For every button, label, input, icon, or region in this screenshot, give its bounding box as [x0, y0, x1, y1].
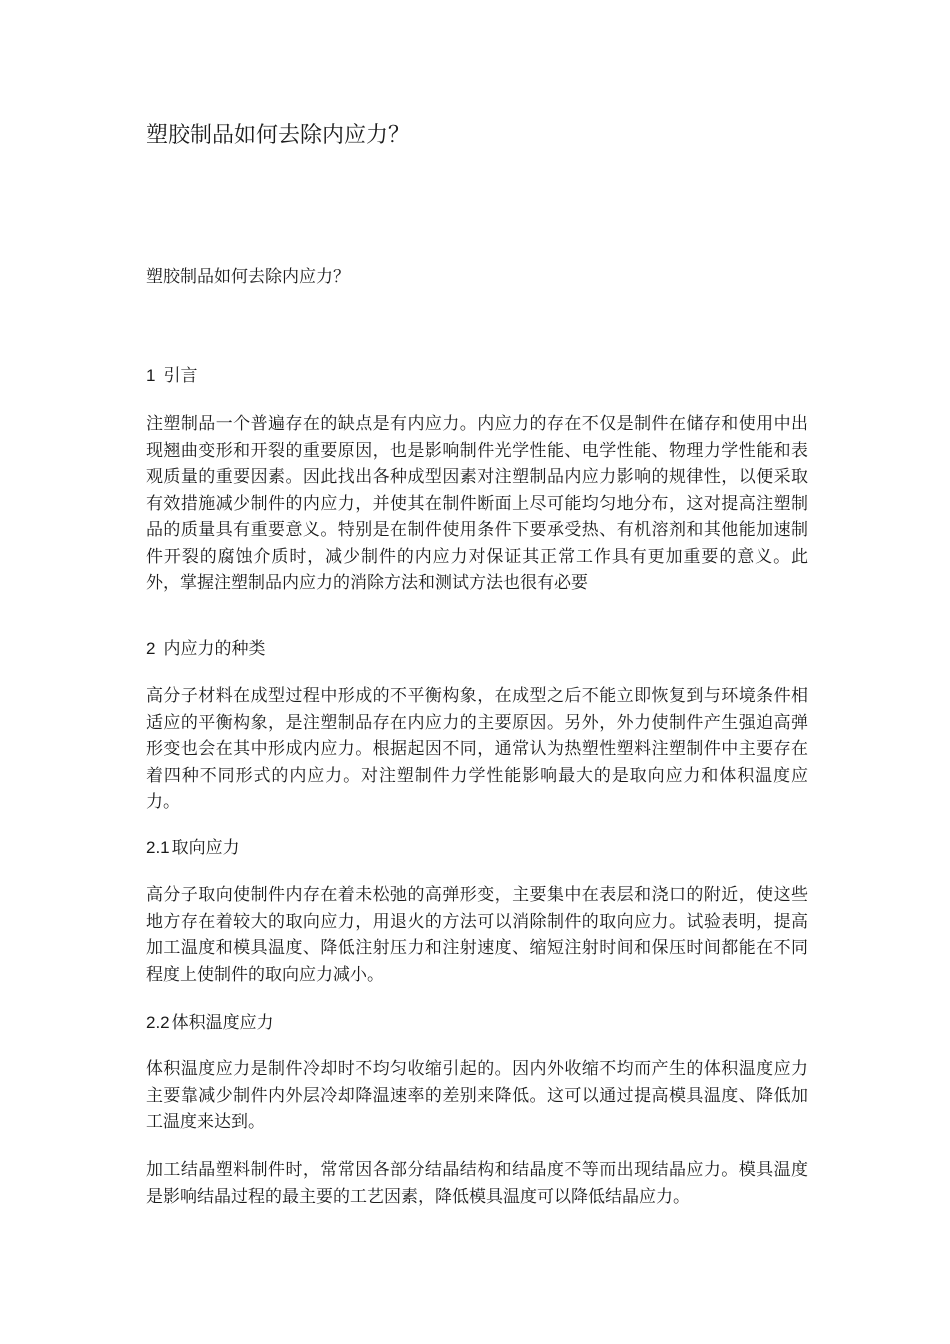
- paragraph-orientation-stress: 高分子取向使制件内存在着未松弛的高弹形变，主要集中在表层和浇口的附近，使这些地方存在着较大的取向应力，用退火的方法可以消除制件的取向应力。试验表明，提高加工温度和模具温度、降低注射压力和注射速度、缩短注射时间和保压时间都能在不同程度上使制件的取向应力减小。: [146, 885, 808, 985]
- section-heading-2: [146, 636, 806, 662]
- section-number: 2.1: [146, 838, 170, 857]
- paragraph-stress-types: 高分子材料在成型过程中形成的不平衡构象，在成型之后不能立即恢复到与环境条件相适应的平衡构象，是注塑制品存在内应力的主要原因。另外，外力使制件产生强迫高弹形变也会在其中形成内应力。根据起因不同，通常认为热塑性塑料注塑制件中主要存在着四种不同形式的内应力。对注塑制件力学性能影响最大的是取向应力和体积温度应力。: [146, 686, 808, 812]
- section-number: 1: [146, 366, 156, 385]
- section-title: 内应力的种类: [163, 639, 266, 659]
- section-title: 体积温度应力: [171, 1013, 274, 1033]
- section-number: 2: [146, 639, 156, 658]
- paragraph-volume-temperature-stress: 体积温度应力是制件冷却时不均匀收缩引起的。因内外收缩不均而产生的体积温度应力主要靠减少制件内外层冷却降温速率的差别来降低。这可以通过提高模具温度、降低加工温度来达到。: [146, 1059, 808, 1132]
- section-heading-2-2: [146, 1010, 806, 1036]
- section-heading-1: [146, 363, 806, 389]
- document-title: 塑胶制品如何去除内应力？: [146, 123, 411, 148]
- paragraph-introduction: 注塑制品一个普遍存在的缺点是有内应力。内应力的存在不仅是制件在储存和使用中出现翘曲变形和开裂的重要原因，也是影响制件光学性能、电学性能、物理力学性能和表观质量的重要因素。因此找出各种成型因素对注塑制品内应力影响的规律性，以便采取有效措施减少制件的内应力，并使其在制件断面上尽可能均匀地分布，这对提高注塑制品的质量具有重要意义。特别是在制件使用条件下要承受热、有机溶剂和其他能加速制件开裂的腐蚀介质时，减少制件的内应力对保证其正常工作具有更加重要的意义。此外，掌握注塑制品内应力的消除方法和测试方法也很有必要: [146, 414, 808, 593]
- document-subtitle: 塑胶制品如何去除内应力？: [146, 267, 350, 287]
- section-number: 2.2: [146, 1013, 170, 1032]
- section-heading-2-1: [146, 835, 806, 861]
- section-title: 取向应力: [171, 838, 240, 858]
- section-title: 引言: [163, 366, 198, 386]
- paragraph-crystallization-stress: 加工结晶塑料制件时，常常因各部分结晶结构和结晶度不等而出现结晶应力。模具温度是影响结晶过程的最主要的工艺因素，降低模具温度可以降低结晶应力。: [146, 1160, 808, 1207]
